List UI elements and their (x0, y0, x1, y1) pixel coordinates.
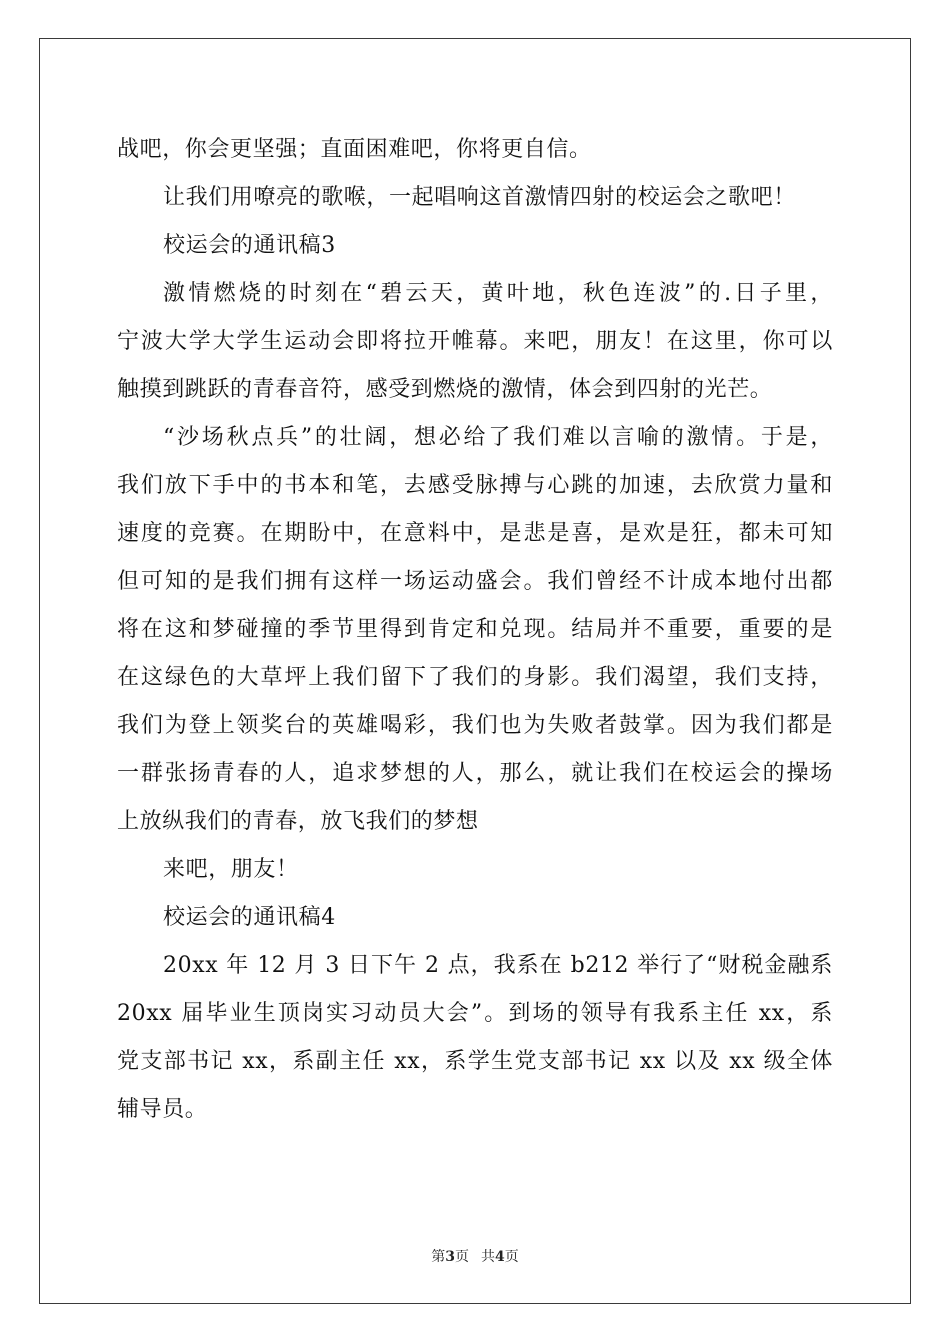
text-line: 速度的竞赛。在期盼中，在意料中，是悲是喜，是欢是狂，都未可知 (117, 521, 833, 546)
text-line: 党支部书记 xx，系副主任 xx，系学生党支部书记 xx 以及 xx 级全体 (117, 1049, 833, 1074)
total-prefix: 共 (481, 1249, 495, 1265)
text-line: 让我们用嘹亮的歌喉，一起唱响这首激情四射的校运会之歌吧！ (163, 185, 796, 210)
page-total: 4 (495, 1249, 505, 1265)
text-line: 我们为登上领奖台的英雄喝彩，我们也为失败者鼓掌。因为我们都是 (117, 713, 833, 738)
text-line: 20xx 年 12 月 3 日下午 2 点，我系在 b212 举行了“财税金融系 (163, 953, 833, 978)
document-body (117, 126, 833, 1134)
page-footer (0, 1247, 950, 1267)
text-line: 激情燃烧的时刻在“碧云天，黄叶地，秋色连波”的.日子里， (163, 281, 833, 306)
section-heading: 校运会的通讯稿4 (163, 905, 336, 930)
text-line: 在这绿色的大草坪上我们留下了我们的身影。我们渴望，我们支持， (117, 665, 833, 690)
text-line: 一群张扬青春的人，追求梦想的人，那么，就让我们在校运会的操场 (117, 761, 833, 786)
text-line: 将在这和梦碰撞的季节里得到肯定和兑现。结局并不重要，重要的是 (117, 617, 833, 642)
page-current: 3 (445, 1249, 455, 1265)
text-line: 来吧，朋友！ (163, 857, 299, 882)
text-line: 辅导员。 (117, 1097, 208, 1122)
page-prefix: 第 (431, 1249, 446, 1265)
page-suffix: 页 (455, 1249, 469, 1265)
total-suffix: 页 (504, 1249, 519, 1265)
text-line: “沙场秋点兵”的壮阔，想必给了我们难以言喻的激情。于是， (163, 425, 833, 450)
text-line: 上放纵我们的青春，放飞我们的梦想 (117, 809, 479, 834)
text-line: 战吧，你会更坚强；直面困难吧，你将更自信。 (117, 137, 592, 162)
text-line: 宁波大学大学生运动会即将拉开帷幕。来吧，朋友！在这里，你可以 (117, 329, 833, 354)
text-line: 我们放下手中的书本和笔，去感受脉搏与心跳的加速，去欣赏力量和 (117, 473, 833, 498)
text-line: 触摸到跳跃的青春音符，感受到燃烧的激情，体会到四射的光芒。 (117, 377, 773, 402)
text-line: 但可知的是我们拥有这样一场运动盛会。我们曾经不计成本地付出都 (117, 569, 833, 594)
section-heading: 校运会的通讯稿3 (163, 233, 336, 258)
text-line: 20xx 届毕业生顶岗实习动员大会”。到场的领导有我系主任 xx，系 (117, 1001, 833, 1026)
